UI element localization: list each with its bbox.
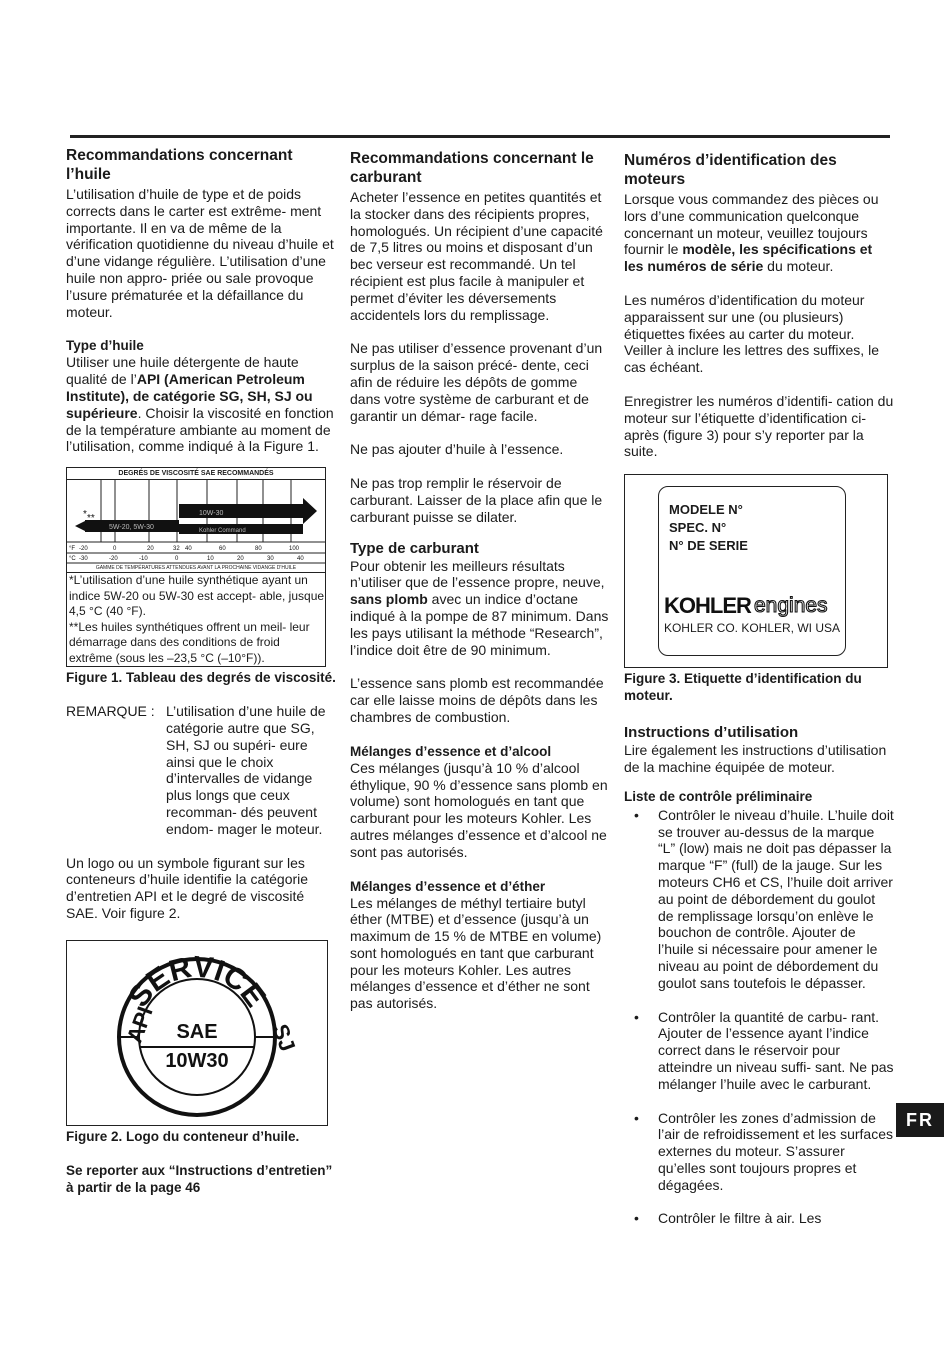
paragraph-fuel-4: Ne pas trop remplir le réservoir de carburant. Laisser de la place afin que le carburant puisse se dilater. [350,475,603,525]
heading-preliminary-checklist: Liste de contrôle préliminaire [624,788,813,804]
c-tick: 0 [175,556,179,563]
logo-sae-text: SAE [176,1020,218,1043]
column-identification [624,151,894,1244]
heading-engine-ids: Numéros d’identification des moteurs [624,152,837,188]
column-fuel [350,149,610,1012]
language-tab-fr: FR [896,1103,944,1137]
list-item: • Contrôler le niveau d’huile. L’huile doit se trouver au-dessus de la marque “L” (low) mais ne doit pas dépasser la marque “F” (full) de la jauge. Sur les moteurs CH6 et CS, l’huile doit arriver au point de débordement du goulot de remplissage lorsqu’on enlève le bouchon de contrôle. Ajouter de l’huile si nécessaire pour amener le niveau au point de débordement du goulot sans toutefois le dépasser. [634,806,894,991]
sae-api-logo [67,941,327,1125]
c-tick: 20 [237,556,244,563]
heading-alcohol-blends: Mélanges d’essence et d’alcool [350,743,552,759]
heading-fuel-recommendations: Recommandations concernant le carburant [350,150,594,186]
paragraph-unleaded: L’essence sans plomb est recommandée car elle laisse moins de dépôts dans les chambres de combustion. [350,675,604,725]
label-serial: N° DE SERIE [669,538,748,554]
chart-star-2: ** [87,513,95,525]
heading-oil-type: Type d’huile [66,338,144,354]
engines-brand: engines [754,594,828,618]
checklist [624,807,894,1228]
paragraph-alcohol-blends: Ces mélanges (jusqu’à 10 % d’alcool éthylique, 90 % d’essence sans plomb en volume) sont homologués en tant que carburant pour les moteurs Kohler. Les autres mélanges d’essence et d’alcool ne sont pas autorisés. [350,759,608,860]
paragraph-fuel-2: Ne pas utiliser d’essence provenant d’un surplus de la saison précé- dente, ceci afin de réduire les dépôts de gomme dans votre système de carburant et de garantir un démar- rage facile. [350,340,603,424]
paragraph-ids-3: Enregistrer les numéros d’identifi- cation du moteur sur l’étiquette d’identification ci-après (figure 3) pour s’y reporter par la suite. [624,392,894,460]
c-tick: 10 [207,556,214,563]
label-synthetic: 5W-20, 5W-30 [109,524,154,532]
paragraph-logo: Un logo ou un symbole figurant sur les conteneurs d’huile identifie la catégorie d’entretien API et le degré de viscosité SAE. Voir figure 2. [66,854,309,921]
list-item: • Contrôler la quantité de carbu- rant. Ajouter de l’essence ayant l’indice correct dans le réservoir pour atteindre un niveau suffi- sant. Ne pas mélanger l’huile avec le carburant. [634,1008,894,1092]
top-rule [70,135,890,138]
f-tick: 100 [289,546,300,553]
paragraph-oil-intro: L’utilisation d’huile de type et de poids corrects dans le carter est extrême- ment importante. Il en va de même de la vérification quotidienne du niveau d’huile et d’une vidange régulière. L’utilisation d’une huile non appro- priée ou sale provoque l’usure prématurée et la défaillance du moteur. [66,186,334,320]
paragraph-ids-2: Les numéros d’identification du moteur apparaissent sur une (ou plusieurs) étiquettes fixées au carter du moteur. Veiller à inclure les lettres des suffixes, le cas échéant. [624,291,879,376]
f-tick: 0 [113,546,117,553]
heading-ether-blends: Mélanges d’essence et d’éther [350,878,546,894]
paragraph-fuel-3: Ne pas ajouter d’huile à l’essence. [350,441,564,458]
viscosity-notes [67,573,325,666]
logo-api-text: API [121,1002,158,1046]
identification-label-figure [624,474,888,668]
logo-service-text: SERVICE [122,950,272,1013]
note-synthetic: *L’utilisation d’une huile synthétique ayant un indice 5W-20 ou 5W-30 est accept- able, jusque 4,5 °C (40 °F). [69,573,325,619]
figure1-caption: Figure 1. Tableau des degrés de viscosité. [66,670,336,686]
paragraph-fuel-type: Pour obtenir les meilleurs résultats n’utiliser que de l’essence propre, neuve, sans plomb avec un indice d’octane indiqué à la pompe de 87 minimum. Dans les pays utilisant la méthode “Research”, l’indice doit être de 90 minimum. [350,557,609,658]
viscosity-chart [66,467,326,667]
paragraph-ids-1: Lorsque vous commandez des pièces ou lors d’une communication quelconque concernant un moteur, veuillez toujours fournir le modèle, les spécifications et les numéros de série du moteur. [624,191,879,275]
paragraph-ether-blends: Les mélanges de méthyl tertiaire butyl éther (MTBE) et d’essence (jusqu’à un maximum de 15 % de MTBE en volume) sont homologués en tant que carburant pour les moteurs Kohler. Les autres mélanges d’essence et d’éther ne sont pas autorisés. [350,894,602,1012]
f-tick: -20 [79,546,88,553]
paragraph-operating-instructions: Lire également les instructions d’utilisation de la machine équipée de moteur. [624,742,887,775]
paragraph-oil-type: Utiliser une huile détergente de haute qualité de l’API (American Petroleum Institute), de catégorie SG, SH, SJ ou supérieure. Choisir la viscosité en fonction de la température ambiante au moment de l’utilisation, comme indiqué à la Figure 1. [66,354,334,455]
chart-footer: GAMME DE TEMPÉRATURES ATTENDUES AVANT LA PROCHAINE VIDANGE D’HUILE [67,564,325,573]
kohler-engines-logo [664,593,842,617]
heading-operating-instructions: Instructions d’utilisation [624,724,799,742]
remark-label: REMARQUE : [66,703,155,720]
viscosity-chart-title: DEGRÉS DE VISCOSITÉ SAE RECOMMANDÉS [67,468,325,480]
label-kohler-command: Kohler Command [199,528,246,535]
f-tick: 32 [173,546,180,553]
identification-label [658,486,846,656]
c-tick: 40 [297,556,304,563]
label-model: MODELE N° [669,502,743,518]
logo-sj-text: SJ [267,1020,301,1055]
f-tick: 40 [185,546,192,553]
heading-fuel-type: Type de carburant [350,539,479,557]
column-oil [66,146,336,1196]
label-10w30: 10W-30 [199,510,224,518]
f-tick: 80 [255,546,262,553]
remark-text: L’utilisation d’une huile de catégorie autre que SG, SH, SJ ou supéri- eure ainsi que le choix d’intervalles de vidange plus longs que ceux recomman- dés peuvent endom- mager le moteur. [166,703,326,837]
figure3-caption: Figure 3. Etiquette d’identification du moteur. [624,671,862,704]
kohler-brand: KOHLER [664,593,751,618]
logo-grade-text: 10W30 [165,1049,229,1072]
chart-star-1: * [83,509,87,521]
label-celsius: °C [69,556,76,563]
list-item: • Contrôler le filtre à air. Les [634,1210,822,1227]
heading-oil-recommendations: Recommandations concernant l’huile [66,147,293,183]
label-address: KOHLER CO. KOHLER, WI USA [663,621,841,636]
label-spec: SPEC. N° [669,520,727,536]
see-maintenance-note: Se reporter aux “Instructions d’entretien” à partir de la page 46 [66,1162,333,1195]
sae-logo-figure [66,940,328,1126]
figure2-caption: Figure 2. Logo du conteneur d’huile. [66,1128,300,1144]
remark [66,703,336,837]
viscosity-chart-graphic [67,480,325,564]
label-fahrenheit: °F [69,546,76,553]
c-tick: -30 [79,556,88,563]
c-tick: -10 [139,556,148,563]
list-item: • Contrôler les zones d’admission de l’air de refroidissement et les surfaces externes du moteur. S’assurer qu’elles sont toujours propres et dégagées. [634,1109,893,1193]
paragraph-fuel-1: Acheter l’essence en petites quantités et la stocker dans des récipients propres, homologués. Un récipient d’une capacité de 7,5 litres ou moins et disposant d’un bec verseur est recommandé. Un tel récipient est plus facile à manipuler et permet d’éviter les déversements accidentels lors du remplissage. [350,189,603,323]
c-tick: -20 [109,556,118,563]
note-extreme-cold: **Les huiles synthétiques offrent un meil- leur démarrage dans des conditions de froid extrême (sous les –23,5 °C (–10°F)). [69,619,310,665]
c-tick: 30 [267,556,274,563]
f-tick: 60 [219,546,226,553]
f-tick: 20 [147,546,154,553]
